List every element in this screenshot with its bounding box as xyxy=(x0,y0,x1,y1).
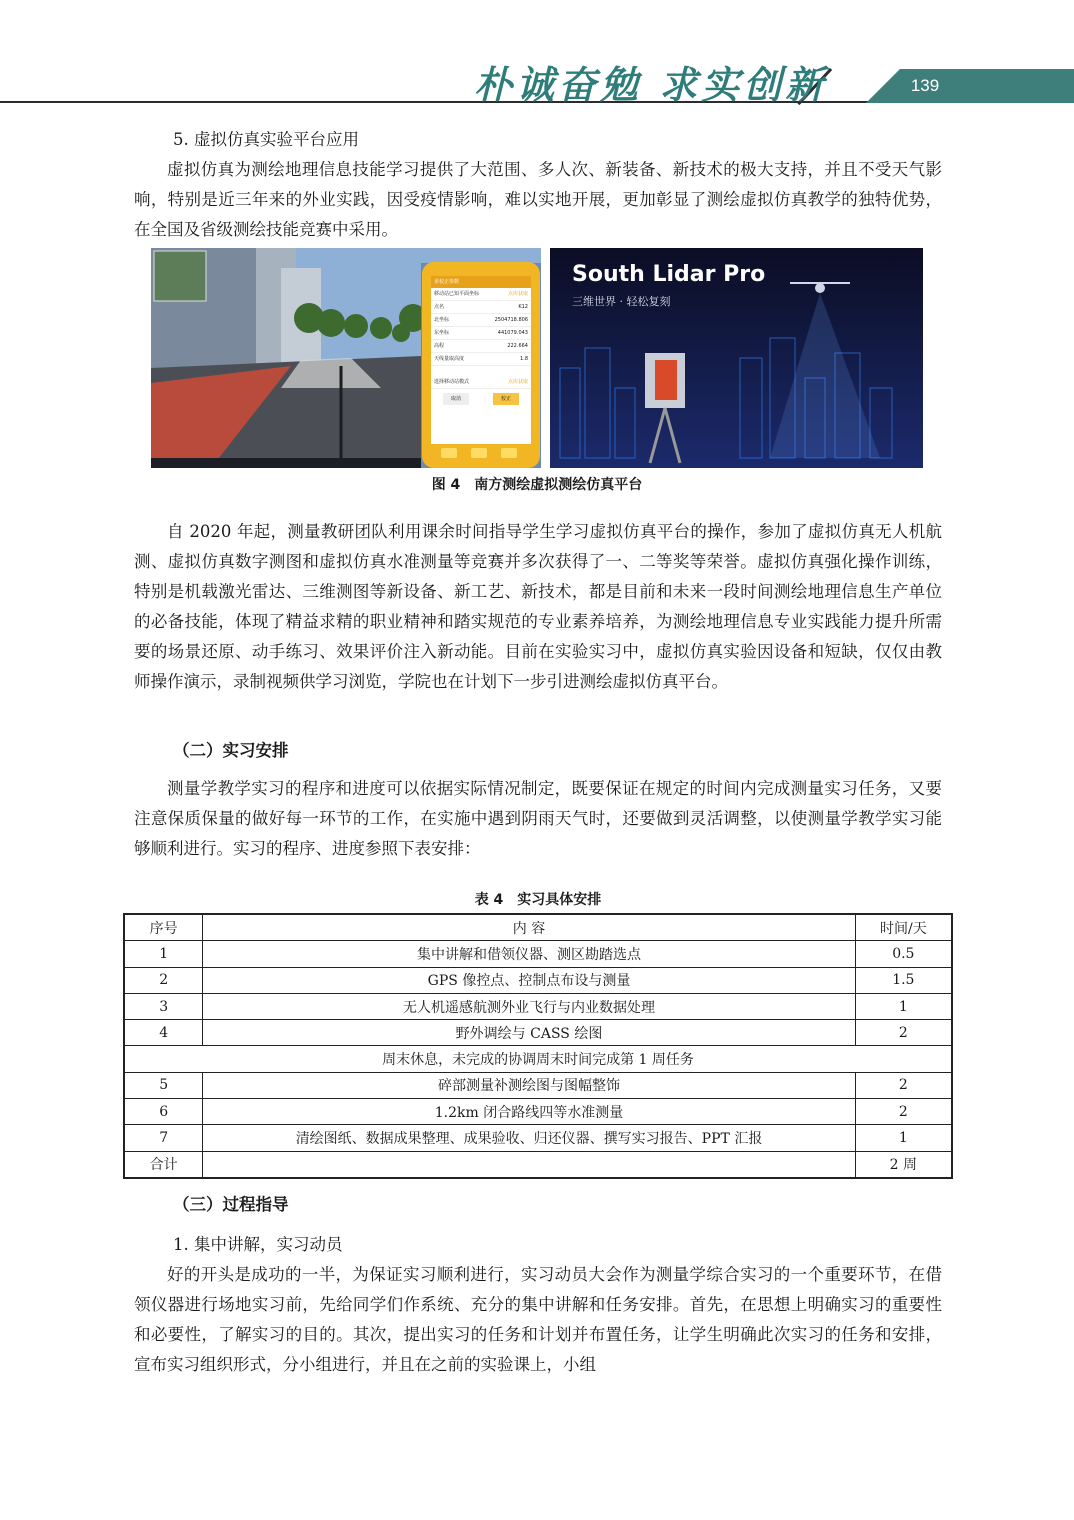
cell-content: GPS 像控点、控制点布设与测量 xyxy=(203,967,855,993)
table-row xyxy=(124,1125,952,1151)
figure-caption: 图 4 南方测绘虚拟测绘仿真平台 xyxy=(431,477,643,493)
phone-row: 天线量取高度 1.8 xyxy=(431,353,531,366)
phone-row: 东坐标 441079.043 xyxy=(431,327,531,340)
cell-content: 集中讲解和借领仪器、测区勘踏选点 xyxy=(203,941,855,967)
cell-index: 4 xyxy=(124,1020,203,1046)
table-caption: 表 4 实习具体安排 xyxy=(474,892,602,908)
table-row xyxy=(124,941,952,967)
cell-index: 5 xyxy=(124,1072,203,1098)
total-value: 2 周 xyxy=(855,1151,952,1178)
page-number-tab xyxy=(866,69,1074,103)
phone-row: 移动站已知平面坐标 点库获取 xyxy=(431,288,531,301)
cell-content: 野外调绘与 CASS 绘图 xyxy=(203,1020,855,1046)
table-header-row xyxy=(124,914,952,941)
paragraph-1: 虚拟仿真为测绘地理信息技能学习提供了大范围、多人次、新装备、新技术的极大支持，并且不受天气影响，特别是近三年来的外业实践，因受疫情影响，难以实地开展，更加彰显了测绘虚拟仿真教学的独特优势，在全国及省级测绘技能竞赛中采用。 xyxy=(134,160,942,239)
cell-days: 1 xyxy=(855,993,952,1019)
phone-buttons xyxy=(431,393,531,405)
weekend-note: 周末休息，未完成的协调周末时间完成第 1 周任务 xyxy=(124,1046,952,1072)
cell-content: 1.2km 闭合路线四等水准测量 xyxy=(203,1099,855,1125)
header-cell: 序号 xyxy=(124,914,203,941)
section-3-title: （三）过程指导 xyxy=(173,1195,289,1214)
table-row xyxy=(124,993,952,1019)
cell-days: 2 xyxy=(855,1020,952,1046)
phone-title: 求校正参数 xyxy=(434,279,460,285)
header-cell: 时间/天 xyxy=(855,914,952,941)
figure-simulation-screenshot xyxy=(151,248,541,468)
cell-index: 1 xyxy=(124,941,203,967)
cell-content: 无人机遥感航测外业飞行与内业数据处理 xyxy=(203,993,855,1019)
subsection-1-title: 1. 集中讲解，实习动员 xyxy=(173,1235,343,1254)
cell-days: 1 xyxy=(855,1125,952,1151)
section-5-title: 5. 虚拟仿真实验平台应用 xyxy=(173,130,359,149)
header-motto: 朴诚奋勉 求实创新 xyxy=(474,62,828,107)
total-label: 合计 xyxy=(124,1151,203,1178)
schedule-table xyxy=(123,913,953,1179)
phone-screen xyxy=(431,276,531,405)
figure-lidar-promo xyxy=(550,248,923,468)
cell-days: 2 xyxy=(855,1072,952,1098)
table-row xyxy=(124,1099,952,1125)
cell-index: 2 xyxy=(124,967,203,993)
cell-days: 1.5 xyxy=(855,967,952,993)
paragraph-4: 好的开头是成功的一半，为保证实习顺利进行，实习动员大会作为测量学综合实习的一个重要环节，在借领仪器进行场地实习前，先给同学们作系统、充分的集中讲解和任务安排。首先，在思想上明确实习的重要性和必要性，了解实习的目的。其次，提出实习的任务和计划并布置任务，让学生明确此次实习的任务和安排，宣布实习组织形式，分小组进行，并且在之前的实验课上，小组 xyxy=(134,1265,942,1374)
table-total-row xyxy=(124,1151,952,1178)
paragraph-3: 测量学教学实习的程序和进度可以依据实际情况制定，既要保证在规定的时间内完成测量实习任务，又要注意保质保量的做好每一环节的工作，在实施中遇到阴雨天气时，还要做到灵活调整，以使测量学教学实习能够顺利进行。实习的程序、进度参照下表安排： xyxy=(134,779,942,858)
phone-row: 北坐标 2504718.806 xyxy=(431,314,531,327)
total-empty xyxy=(203,1151,855,1178)
phone-row: 高程 222.664 xyxy=(431,340,531,353)
lidar-title: South Lidar Pro xyxy=(572,262,766,287)
phone-row: 点名 K12 xyxy=(431,301,531,314)
page-number: 139 xyxy=(910,76,940,95)
phone-cancel-button: 取消 xyxy=(443,393,469,405)
cell-days: 2 xyxy=(855,1099,952,1125)
section-2-title: （二）实习安排 xyxy=(173,741,289,760)
table-row xyxy=(124,1020,952,1046)
header-cell: 内 容 xyxy=(203,914,855,941)
lidar-subtitle: 三维世界 · 轻松复刻 xyxy=(572,295,671,308)
table-row-weekend xyxy=(124,1046,952,1072)
phone-ok-button: 校正 xyxy=(493,393,519,405)
table-row xyxy=(124,967,952,993)
phone-row: 选择移动站模式 点库获取 xyxy=(431,376,531,389)
cell-content: 清绘图纸、数据成果整理、成果验收、归还仪器、撰写实习报告、PPT 汇报 xyxy=(203,1125,855,1151)
cell-index: 3 xyxy=(124,993,203,1019)
cell-index: 7 xyxy=(124,1125,203,1151)
cell-index: 6 xyxy=(124,1099,203,1125)
cell-days: 0.5 xyxy=(855,941,952,967)
cell-content: 碎部测量补测绘图与图幅整饰 xyxy=(203,1072,855,1098)
table-row xyxy=(124,1072,952,1098)
paragraph-2: 自 2020 年起，测量教研团队利用课余时间指导学生学习虚拟仿真平台的操作，参加了虚拟仿真无人机航测、虚拟仿真数字测图和虚拟仿真水准测量等竞赛并多次获得了一、二等奖等荣誉。虚拟仿真强化操作训练，特别是机载激光雷达、三维测图等新设备、新工艺、新技术，都是目前和未来一段时间测绘地理信息生产单位的必备技能，体现了精益求精的职业精神和踏实规范的专业素养培养，为测绘地理信息专业实践能力提升所需要的场景还原、动手练习、效果评价注入新动能。目前在实验实习中，虚拟仿真实验因设备和短缺，仅仅由教师操作演示，录制视频供学习浏览，学院也在计划下一步引进测绘虚拟仿真平台。 xyxy=(134,522,942,691)
